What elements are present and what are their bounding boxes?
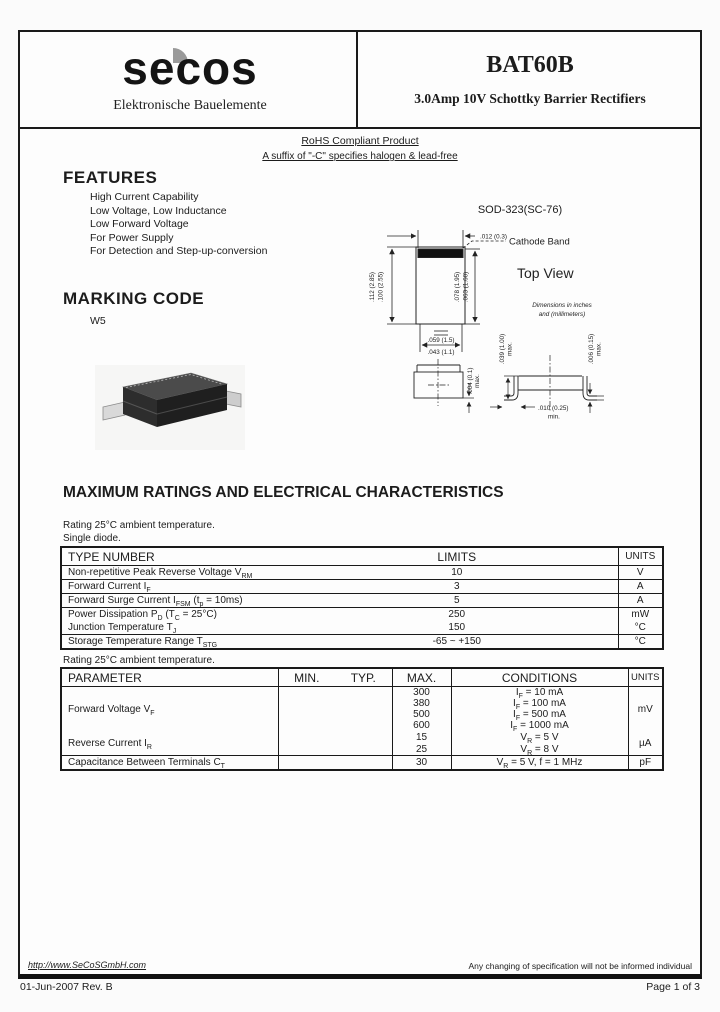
- max-value: 300: [392, 687, 451, 699]
- rating-unit: °C: [618, 635, 663, 650]
- col-type-number: TYPE NUMBER: [61, 547, 296, 566]
- rating-param: Non-repetitive Peak Reverse Voltage $V_{RM}$: [61, 566, 296, 580]
- rating-unit: A: [618, 580, 663, 594]
- dim-foot-suffix: min.: [548, 413, 560, 421]
- col-parameter: PARAMETER: [61, 668, 278, 687]
- table-row: [61, 635, 663, 650]
- rating-unit: mW: [618, 608, 663, 622]
- max-value: 25: [392, 743, 451, 756]
- max-value: 30: [392, 756, 451, 771]
- rating-param: Forward Current $I_F$: [61, 580, 296, 594]
- rating-param: Power Dissipation $P_D$ $(T_C = 25^\circ C)$: [68, 609, 217, 622]
- company-logo: secos: [122, 42, 258, 94]
- table-row: [61, 621, 663, 635]
- table-row: [61, 608, 663, 622]
- rating-unit: A: [618, 594, 663, 608]
- feature-item: Low Forward Voltage: [90, 218, 189, 230]
- max-value: 600: [392, 720, 451, 731]
- col-units: UNITS: [628, 668, 663, 687]
- condition: $I_F = 10$ mA: [451, 687, 628, 699]
- table-row: [61, 594, 663, 608]
- char-unit: µA: [639, 737, 652, 749]
- condition: $V_R = 8$ V: [451, 743, 628, 756]
- header-divider: [356, 32, 358, 127]
- dim-foot: .010 (0.25): [538, 405, 569, 412]
- package-outline-drawing: [362, 215, 652, 427]
- dim-note-line2: and (millimeters): [538, 311, 586, 318]
- side-view-end: [414, 359, 474, 413]
- marking-code-heading: MARKING CODE: [63, 289, 205, 308]
- rating-param: Forward Surge Current $I_{FSM}$ $(t_p = 10ms)$: [61, 594, 296, 608]
- ratings-heading: MAXIMUM RATINGS AND ELECTRICAL CHARACTERISTICS: [63, 484, 504, 501]
- features-heading: FEATURES: [63, 168, 158, 187]
- dim-standoff-suffix: max.: [595, 342, 603, 356]
- condition: $V_R = 5$ V, f = 1 MHz: [451, 756, 628, 771]
- feature-item: High Current Capability: [90, 191, 199, 203]
- typ-cell: [335, 756, 392, 771]
- table-row: [61, 756, 663, 771]
- rating-unit: °C: [618, 621, 663, 635]
- char-unit: pF: [628, 756, 663, 771]
- char-param: Reverse Current $I_R$: [61, 731, 278, 756]
- feature-item: Low Voltage, Low Inductance: [90, 204, 227, 217]
- cathode-band-label: Cathode Band: [509, 236, 570, 248]
- header-bottom-rule: [20, 127, 700, 129]
- char-param: Capacitance Between Terminals $C_T$: [61, 756, 278, 771]
- rating-limit: 3: [296, 580, 618, 594]
- rating-limit: 250: [448, 609, 466, 620]
- rating-limit: -65 ~ +150: [296, 635, 618, 650]
- dim-thickness-suffix: max.: [474, 374, 481, 388]
- rohs-compliance-note: RoHS Compliant Product: [301, 135, 419, 147]
- col-typ: TYP.: [335, 668, 392, 687]
- col-limits: LIMITS: [296, 547, 618, 566]
- electrical-characteristics-table: [60, 667, 664, 771]
- date-revision: 01-Jun-2007 Rev. B: [20, 981, 113, 993]
- max-value: 380: [392, 698, 451, 709]
- col-conditions: CONDITIONS: [451, 668, 628, 687]
- feature-item: For Detection and Step-up-conversion: [90, 245, 268, 257]
- rating-unit: V: [618, 566, 663, 580]
- website-link[interactable]: http://www.SeCoSGmbH.com: [28, 960, 147, 970]
- rating-note-3: Rating 25°C ambient temperature.: [63, 655, 215, 666]
- cathode-leader-line: [463, 241, 506, 248]
- rating-limit: 150: [296, 621, 618, 635]
- max-value: 15: [392, 731, 451, 743]
- dim-height: .039 (1.00): [499, 333, 506, 365]
- dim-length-outer: .112 (2.85): [369, 272, 376, 302]
- rating-limit: 5: [296, 594, 618, 608]
- dim-width-inner: .063 (1.60): [462, 271, 470, 303]
- company-tagline: Elektronische Bauelemente: [113, 98, 267, 113]
- condition: $I_F = 500$ mA: [451, 709, 628, 720]
- dim-band-width: .012 (0.3): [480, 233, 507, 241]
- rating-param: Junction Temperature $T_J$: [61, 621, 296, 635]
- rating-limit: 10: [296, 566, 618, 580]
- rating-note-1: Rating 25°C ambient temperature.: [63, 520, 215, 531]
- page-border-frame: [18, 30, 702, 979]
- dim-pad-outer: .059 (1.5): [427, 337, 455, 344]
- condition: $I_F = 1000$ mA: [451, 720, 628, 731]
- table-header-row: [61, 668, 663, 687]
- min-cell: [278, 687, 335, 756]
- condition: $I_F = 100$ mA: [451, 698, 628, 709]
- disclaimer-text: Any changing of specification will not be informed individual: [468, 961, 692, 971]
- package-photo: [95, 365, 245, 450]
- part-description: 3.0Amp 10V Schottky Barrier Rectifiers: [414, 91, 646, 106]
- dim-note-line1: Dimensions in inches: [532, 302, 592, 309]
- max-value: 500: [392, 709, 451, 720]
- dim-width-outer: .078 (1.95): [454, 271, 461, 303]
- suffix-note: A suffix of "-C" specifies halogen & lead-free: [262, 151, 458, 162]
- typ-cell: [335, 687, 392, 756]
- marking-code-value: W5: [90, 315, 106, 327]
- package-name-label: SOD-323(SC-76): [477, 204, 563, 216]
- page-number: Page 1 of 3: [646, 981, 700, 993]
- maximum-ratings-table: [60, 546, 664, 650]
- rating-param: Storage Temperature Range $T_{STG}$: [61, 635, 296, 650]
- cathode-band-mark: [418, 249, 463, 258]
- dim-length-inner: .100 (2.55): [377, 271, 385, 303]
- col-min: MIN.: [278, 668, 335, 687]
- table-row: [61, 580, 663, 594]
- col-max: MAX.: [392, 668, 451, 687]
- dim-height-suffix: max.: [506, 342, 514, 356]
- dim-standoff: .006 (0.15): [588, 333, 595, 365]
- char-unit: mV: [637, 703, 653, 715]
- dim-thickness: .004 (0.1): [467, 367, 474, 395]
- features-list: [90, 191, 267, 259]
- part-number-title: BAT60B: [486, 52, 574, 78]
- feature-item: For Power Supply: [90, 231, 174, 244]
- char-param: Forward Voltage $V_F$: [61, 687, 278, 732]
- table-row: [61, 687, 663, 699]
- top-view-label: Top View: [517, 265, 574, 281]
- col-units: UNITS: [618, 547, 663, 566]
- dim-pad-inner: .043 (1.1): [427, 349, 455, 356]
- table-header-row: [61, 547, 663, 566]
- rating-note-2: Single diode.: [63, 533, 121, 544]
- min-cell: [278, 756, 335, 771]
- condition: $V_R = 5$ V: [451, 731, 628, 743]
- table-row: [61, 566, 663, 580]
